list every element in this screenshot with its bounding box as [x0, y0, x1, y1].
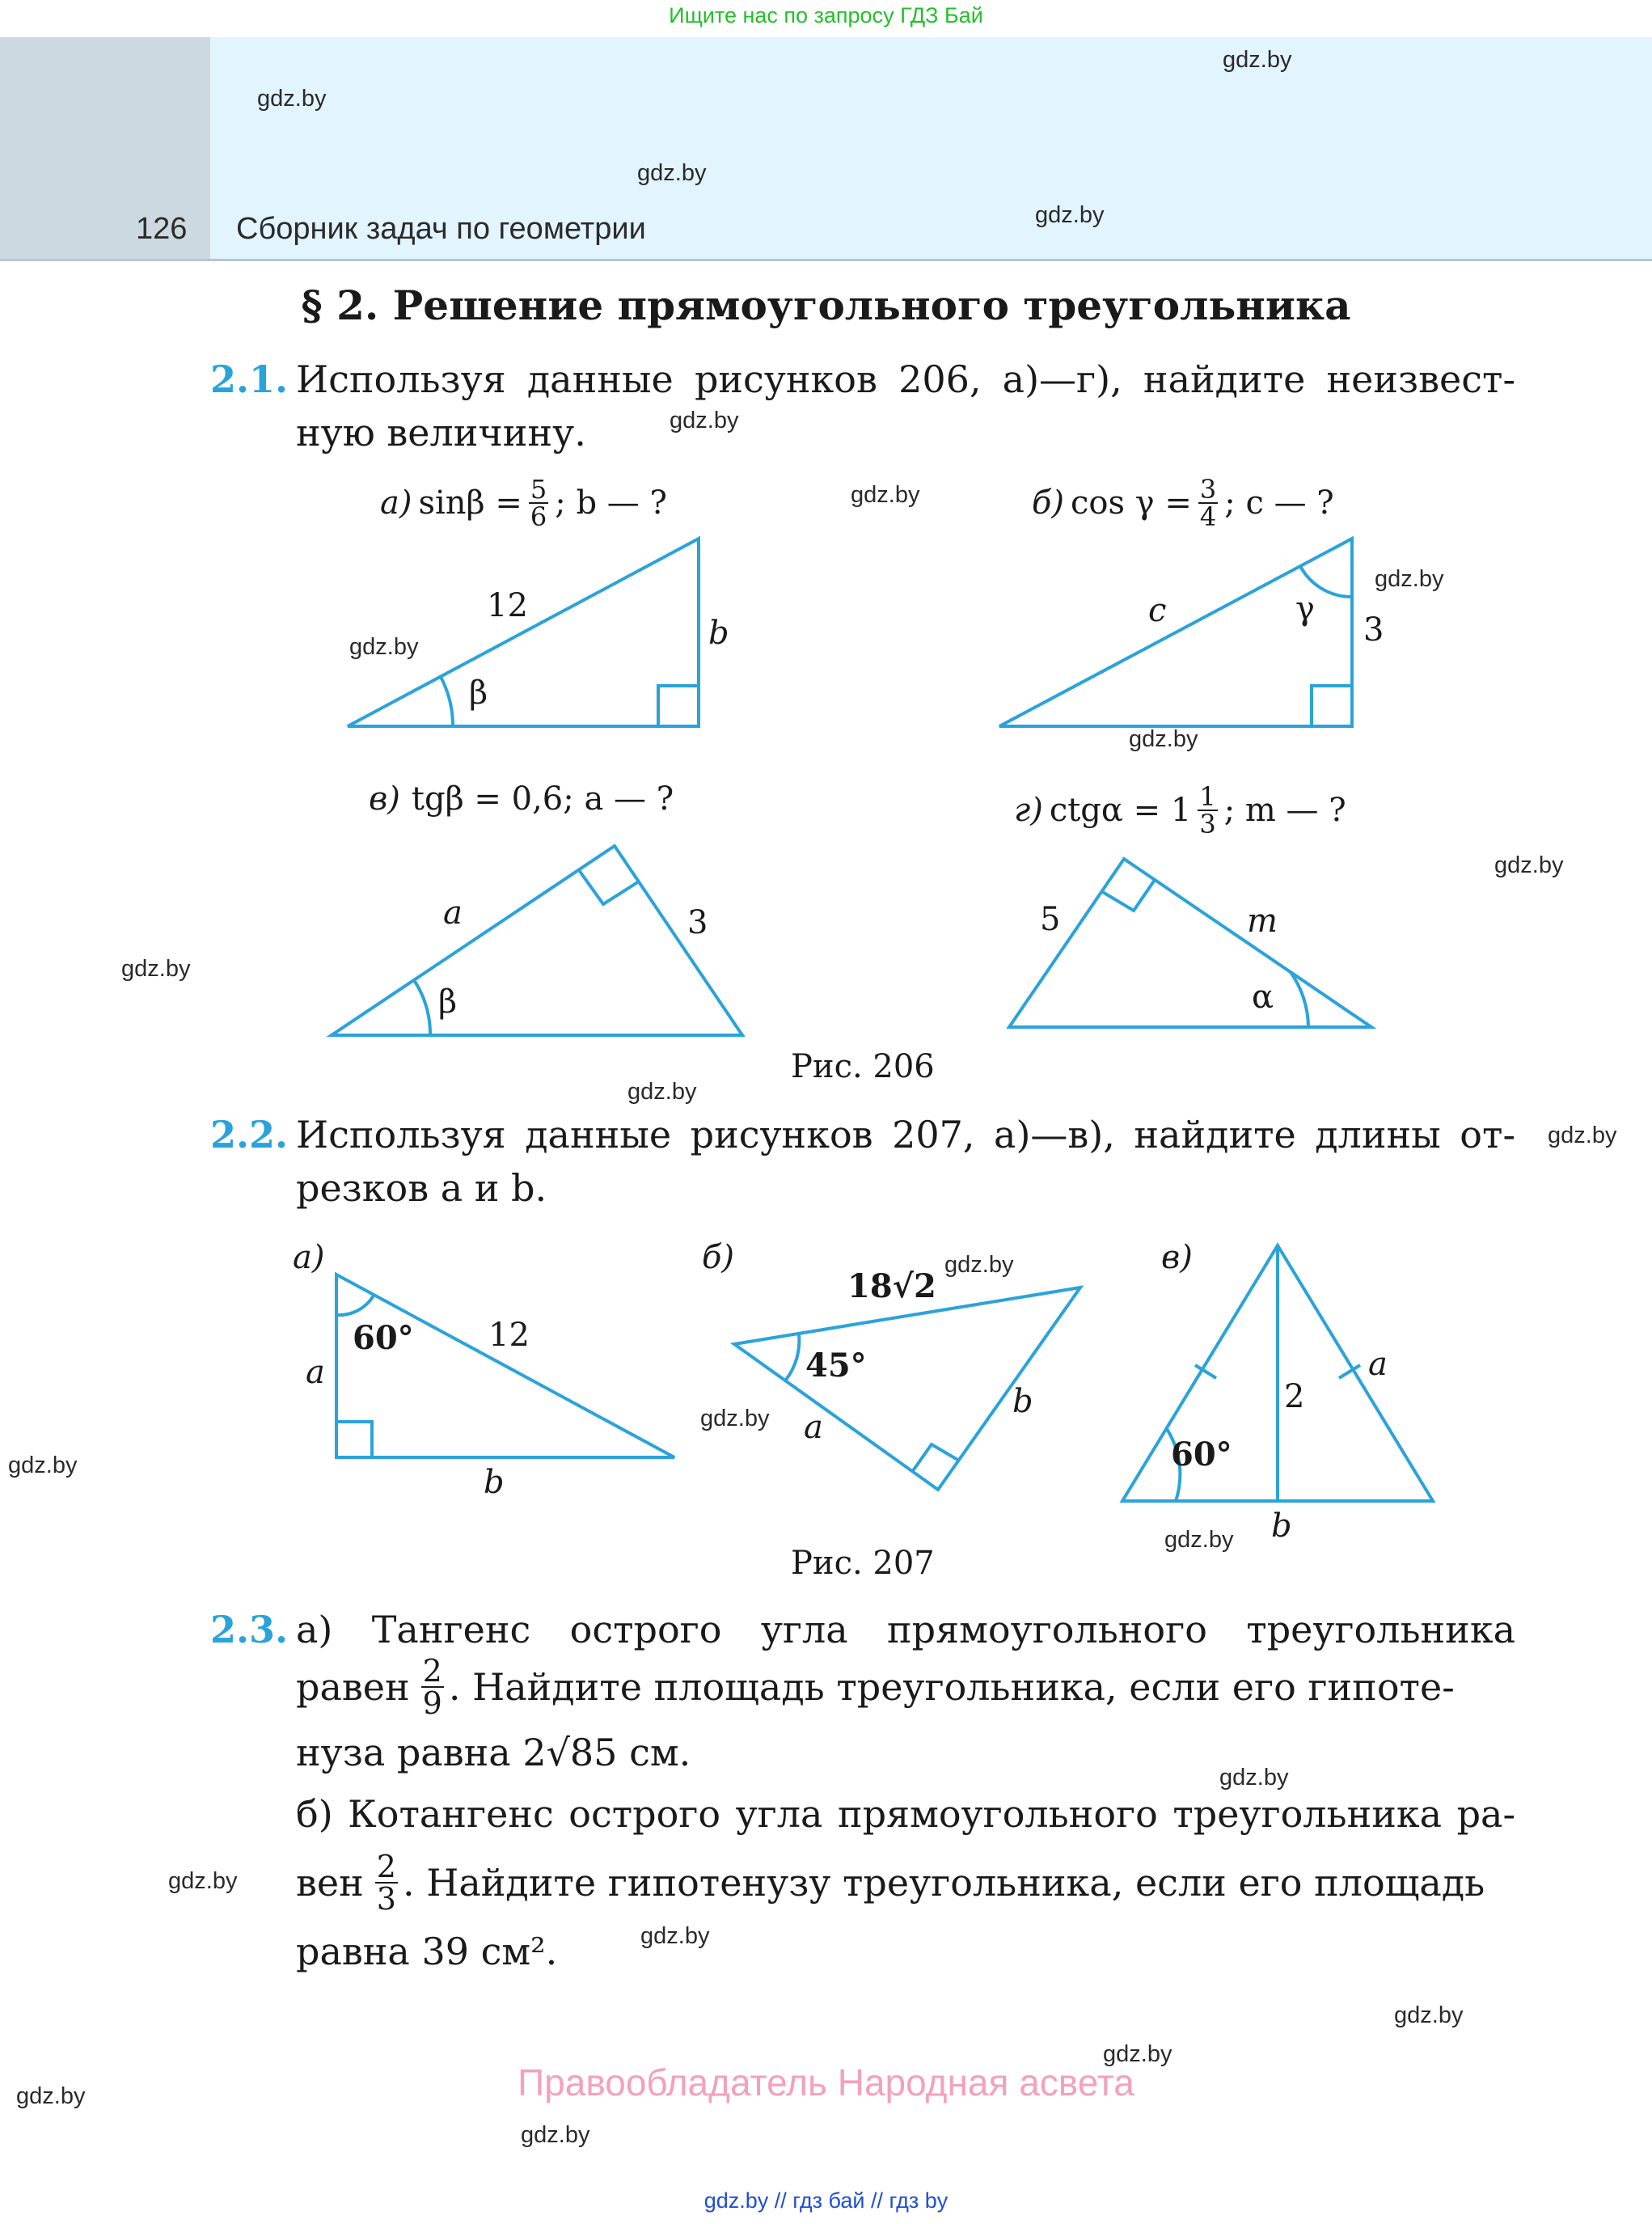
watermark: gdz.by	[16, 2083, 86, 2109]
watermark: gdz.by	[1394, 2002, 1464, 2028]
condition-label: а)	[380, 484, 412, 522]
watermark: gdz.by	[1375, 566, 1444, 592]
fig207-label-c: в)	[1161, 1239, 1193, 1276]
fig207-label-a: а)	[293, 1239, 325, 1276]
problem-text-line: ную величину.	[296, 411, 586, 455]
label-hyp-207b: 18√2	[847, 1267, 936, 1305]
label-hyp-206a: 12	[487, 587, 528, 624]
text-fragment: . Найдите гипотенузу треугольника, если его площадь	[402, 1861, 1485, 1905]
condition-tail: ; c — ?	[1224, 484, 1334, 522]
label-angle-207b: 45°	[805, 1347, 867, 1385]
triangle-207a	[336, 1275, 674, 1457]
watermark: gdz.by	[1219, 1765, 1289, 1791]
right-angle-mark	[658, 686, 699, 726]
label-hyp-206b: c	[1148, 592, 1167, 629]
label-side-a-207c: a	[1368, 1346, 1388, 1383]
watermark: gdz.by	[349, 634, 419, 660]
condition-tail: ; m — ?	[1223, 792, 1346, 829]
text-fragment: равен	[296, 1665, 410, 1709]
watermark: gdz.by	[521, 2122, 590, 2148]
problem-text-line: равна 39 см².	[296, 1930, 558, 1973]
watermark: gdz.by	[670, 408, 739, 433]
watermark: gdz.by	[700, 1406, 770, 1431]
label-side-5-206d: 5	[1040, 901, 1061, 938]
denominator: 3	[1199, 809, 1216, 839]
watermark: gdz.by	[1494, 852, 1564, 878]
denominator: 6	[530, 501, 547, 532]
problem-number: 2.1.	[210, 357, 289, 401]
condition-expr: tgβ = 0,6; a — ?	[411, 780, 674, 818]
label-hyp-207a: 12	[488, 1317, 530, 1354]
watermark: gdz.by	[944, 1252, 1014, 1278]
watermark: gdz.by	[1223, 47, 1292, 73]
problem-text-line: а) Тангенс острого угла прямоугольного треугольника	[296, 1608, 1515, 1651]
watermark: gdz.by	[1164, 1527, 1234, 1553]
watermark: gdz.by	[168, 1868, 238, 1894]
label-angle-206a: β	[469, 674, 488, 712]
triangle-206a	[348, 539, 699, 726]
condition-label: б)	[1032, 484, 1065, 522]
angle-arc	[786, 1334, 799, 1380]
label-side-b-207b: b	[1012, 1383, 1033, 1420]
label-side-a-207b: a	[804, 1409, 823, 1446]
denominator: 4	[1199, 501, 1217, 532]
top-banner[interactable]: Ищите нас по запросу ГДЗ Бай	[669, 3, 983, 27]
figure-caption: Рис. 207	[791, 1545, 935, 1582]
problem-text-line	[296, 1655, 1515, 1719]
triangle-206d	[1009, 859, 1371, 1027]
numerator: 1	[1199, 781, 1216, 812]
condition-expr: ctgα = 1	[1049, 792, 1192, 829]
angle-arc	[336, 1296, 374, 1315]
angle-arc	[441, 677, 453, 726]
figure-caption: Рис. 206	[791, 1048, 935, 1085]
book-title: Сборник задач по геометрии	[236, 212, 646, 246]
triangle-206c	[332, 846, 742, 1035]
problem-text-line: Используя данные рисунков 207, а)—в), найдите длины от-	[296, 1113, 1515, 1156]
numerator: 2	[422, 1653, 442, 1689]
condition-label: г)	[1014, 792, 1043, 829]
problem-text-line: резков a и b.	[296, 1166, 547, 1210]
text-fragment: . Найдите площадь треугольника, если его гипоте-	[448, 1665, 1455, 1709]
denominator: 3	[376, 1881, 396, 1917]
label-side-a-207a: a	[306, 1354, 325, 1391]
right-angle-mark	[1312, 686, 1352, 726]
bottom-links[interactable]: gdz.by // гдз бай // гдз by	[703, 2188, 949, 2213]
watermark: gdz.by	[1103, 2041, 1172, 2067]
label-angle-206d: α	[1252, 979, 1274, 1016]
problem-text-line	[296, 1844, 1515, 1922]
problem-text-line: б) Котангенс острого угла прямоугольного треугольника ра-	[296, 1792, 1515, 1836]
problem-text-line: Используя данные рисунков 206, а)—г), найдите неизвест-	[296, 357, 1515, 401]
right-angle-mark	[579, 870, 639, 904]
watermark: gdz.by	[8, 1452, 78, 1478]
label-angle-206b: γ	[1295, 590, 1315, 628]
rights-holder-watermark: Правообладатель Народная асвета	[518, 2061, 1134, 2103]
label-height-207c: 2	[1284, 1378, 1305, 1415]
page-number: 126	[136, 212, 188, 246]
label-angle-207a: 60°	[353, 1319, 414, 1357]
condition-tail: ; b — ?	[555, 484, 667, 522]
denominator: 9	[422, 1685, 442, 1721]
text-fragment: вен	[296, 1861, 364, 1905]
condition-label: в)	[369, 780, 400, 818]
problem-number: 2.2.	[210, 1113, 289, 1156]
watermark: gdz.by	[627, 1079, 697, 1105]
label-angle-206c: β	[438, 983, 458, 1021]
angle-arc	[414, 980, 430, 1035]
watermark: gdz.by	[637, 160, 707, 186]
watermark: gdz.by	[640, 1923, 710, 1949]
fraction	[421, 1655, 444, 1719]
watermark: gdz.by	[851, 482, 920, 508]
right-angle-mark	[336, 1422, 372, 1457]
numerator: 2	[376, 1849, 396, 1884]
label-side-a-206c: a	[443, 894, 463, 932]
watermark: gdz.by	[121, 956, 191, 982]
watermark: gdz.by	[1548, 1123, 1617, 1148]
numerator: 5	[530, 474, 547, 505]
numerator: 3	[1199, 474, 1217, 505]
label-side-3-206c: 3	[687, 904, 708, 941]
label-leg-206a: b	[708, 615, 729, 652]
label-leg-206b: 3	[1363, 611, 1384, 649]
fraction	[375, 1849, 398, 1917]
problem-text-line: нуза равна 2√85 см.	[296, 1731, 691, 1774]
label-side-b-207c: b	[1271, 1507, 1292, 1545]
problem-number: 2.3.	[210, 1608, 289, 1651]
condition-expr: cos γ =	[1071, 484, 1192, 522]
label-angle-207c: 60°	[1171, 1435, 1232, 1474]
right-angle-mark	[1101, 880, 1155, 911]
label-side-b-207a: b	[484, 1464, 505, 1501]
condition-expr: sinβ =	[418, 484, 522, 522]
watermark: gdz.by	[1129, 726, 1198, 752]
label-side-m-206d: m	[1247, 903, 1278, 940]
section-title: § 2. Решение прямоугольного треугольника	[301, 281, 1351, 329]
fig207-label-b: б)	[702, 1239, 735, 1276]
watermark: gdz.by	[257, 86, 327, 112]
angle-arc	[1291, 972, 1308, 1027]
watermark: gdz.by	[1035, 202, 1105, 228]
